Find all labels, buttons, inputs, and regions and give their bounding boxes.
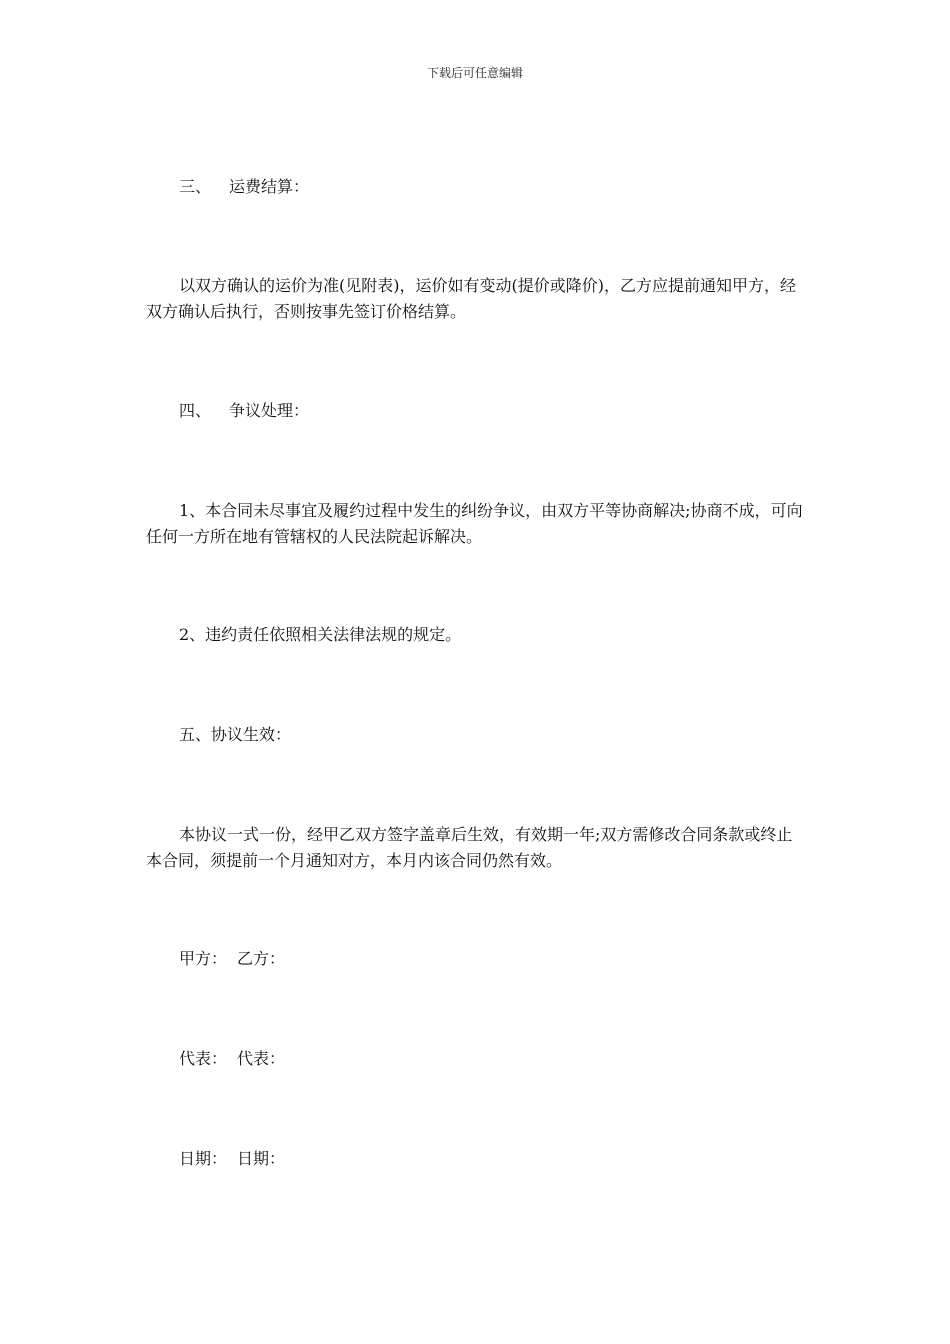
section-3-number: 三、 — [179, 177, 212, 196]
section-4-item-2: 2、违约责任依照相关法律法规的规定。 — [179, 625, 462, 644]
date-b-label: 日期： — [237, 1149, 286, 1168]
section-3-title: 运费结算： — [229, 177, 310, 196]
party-a-label: 甲方： — [179, 949, 228, 968]
section-3-body: 以双方确认的运价为准(见附表)，运价如有变动(提价或降价)，乙方应提前通知甲方，经双方确认后执行，否则按事先签订价格结算。 — [146, 276, 796, 321]
signature-rep-row — [146, 1046, 839, 1072]
section-4-title: 争议处理： — [229, 401, 310, 420]
section-4-number: 四、 — [179, 401, 212, 420]
header-note: 下载后可任意编辑 — [426, 66, 523, 80]
section-5-body: 本协议一式一份，经甲乙双方签字盖章后生效，有效期一年;双方需修改合同条款或终止本合同，须提前一个月通知对方，本月内该合同仍然有效。 — [146, 825, 793, 870]
signature-date-row — [146, 1146, 839, 1172]
section-5-heading: 五、协议生效： — [179, 725, 292, 744]
section-4-heading — [146, 398, 839, 424]
section-4-item-1: 1、本合同未尽事宜及履约过程中发生的纠纷争议，由双方平等协商解决;协商不成，可向任何一方所在地有管辖权的人民法院起诉解决。 — [146, 501, 803, 546]
rep-a-label: 代表： — [179, 1049, 228, 1068]
date-a-label: 日期： — [179, 1149, 228, 1168]
signature-party-row — [146, 946, 839, 972]
party-b-label: 乙方： — [237, 949, 286, 968]
section-3-heading — [146, 174, 839, 200]
rep-b-label: 代表： — [237, 1049, 286, 1068]
